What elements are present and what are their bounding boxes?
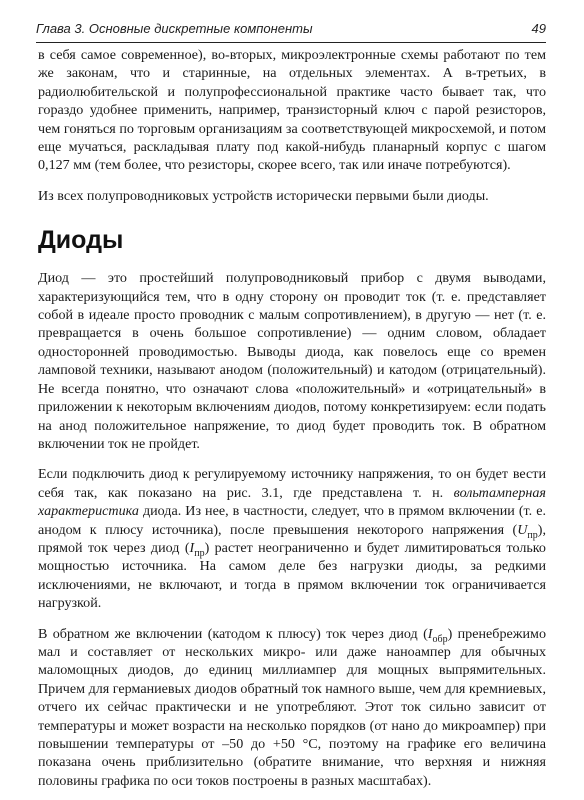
page-number: 49 xyxy=(531,21,546,36)
chapter-title: Глава 3. Основные дискретные компоненты xyxy=(36,21,313,36)
text-run: В обратном же включении (катодом к плюсу) ток через диод ( xyxy=(38,625,428,642)
paragraph-reverse-current xyxy=(38,625,546,791)
symbol-reverse-current: I xyxy=(427,625,433,642)
subscript-reverse-current: обр xyxy=(432,633,448,645)
paragraph-intro-continued: в себя самое современное), во-вторых, микроэлектронные схемы работают по тем же законам, что и старинные, на отдельных элементах. А в-третьих, в радиолюбительской и полупрофессиональной практике часто бывает так, что гораздо удобнее применить, например, транзисторный ключ с парой резисторов, чем гоняться по торговым организациям за соответствующей микросхемой, и потом еще мучаться, раскладывая плату под какой-нибудь планарный корпус с шагом 0,127 мм (тем более, что резисторы, скорее всего, так или иначе потребуются). xyxy=(38,47,546,174)
paragraph-diodes-first: Из всех полупроводниковых устройств исторически первыми были диоды. xyxy=(38,187,489,204)
symbol-forward-current: I xyxy=(189,539,195,556)
text-run: ) пренебрежимо мал и составляет от нескольких микро- или даже наноампер для обычных маломощных диодов, до единиц миллиампер для мощных выпрямительных. Причем для германиевых диодов обратный ток намного выше, чем для кремниевых, отчего их сейчас практически и не употребляют. Этот ток сильно зависит от температуры и может возрасти на несколько порядков (от нано до микроампер) при повышении температуры от –50 до +50 °С, поэтому на графике его величина показана очень приблизительно (обратите внимание, что верхняя и нижняя половины графика по оси токов построены в разных масштабах). xyxy=(38,625,546,789)
page-body xyxy=(38,46,546,790)
paragraph-iv-characteristic xyxy=(38,465,546,612)
running-header xyxy=(36,20,546,43)
section-heading-diodes: Диоды xyxy=(38,226,124,255)
symbol-forward-voltage: U xyxy=(517,521,528,538)
text-run: ) растет неограниченно и будет лимитироваться только мощностью источника. На самом деле без нагрузки диоды, за редкими исключениями, не включают, и тогда в прямом включении ток ограничивается нагрузкой. xyxy=(38,539,546,612)
text-run: ), прямой ток через диод ( xyxy=(38,521,546,556)
paragraph-diode-definition: Диод — это простейший полупроводниковый прибор с двумя выводами, характеризующийся тем, что в одну сторону он проводит ток (т. е. представляет собой в идеале просто проводник с малым сопротивлением), в другую — нет (т. е. превращается в очень большое сопротивление) — одним словом, обладает односторонней проводимостью. Выводы диода, как повелось еще со времен ламповой техники, называют анодом (положительный) и катодом (отрицательный). Не всегда понятно, что означают слова «положительный» и «отрицательный» в приложении к некоторым включениям диодов, потому конкретизируем: если подать на анод положительное напряжение, то диод будет проводить ток. В обратном включении ток не пройдет. xyxy=(38,270,546,452)
text-run: Если подключить диод к регулируемому источнику напряжения, то он будет вести себя так, как показано на рис. 3.1, где представлена т. н. xyxy=(38,466,546,501)
text-run: диода. Из нее, в частности, следует, что в прямом включении (т. е. анодом к плюсу источника), после превышения некоторого напряжения ( xyxy=(38,503,546,538)
subscript-forward-voltage: пр xyxy=(527,529,538,541)
term-volt-ampere-characteristic: вольтамперная характеристика xyxy=(38,484,546,520)
subscript-forward-current: пр xyxy=(194,547,205,559)
